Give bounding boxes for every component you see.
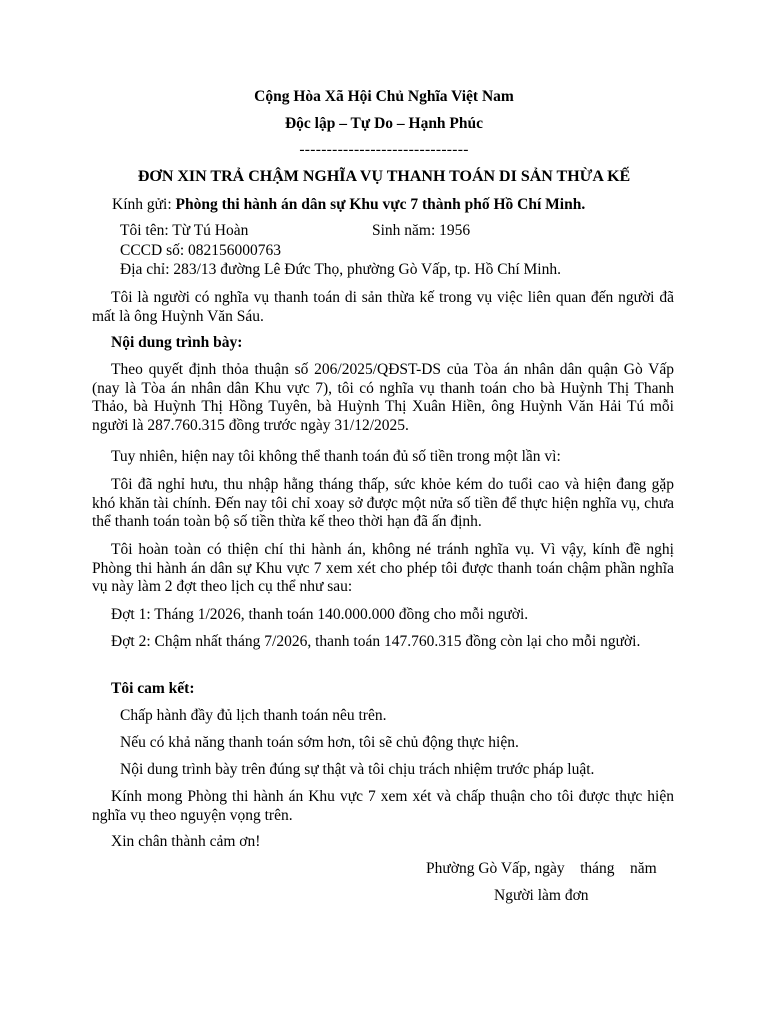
commitment-item: Nội dung trình bày trên đúng sự thật và tôi chịu trách nhiệm trước pháp luật. [120,761,595,778]
installment-2: Đợt 2: Chậm nhất tháng 7/2026, thanh toán 147.760.315 đồng còn lại cho mỗi người. [111,633,641,650]
request-paragraph: Kính mong Phòng thi hành án Khu vực 7 xem xét và chấp thuận cho tôi được thực hiện nghĩa vụ theo nguyện vọng trên. [92,788,674,824]
commitment-item: Nếu có khả năng thanh toán sớm hơn, tôi sẽ chủ động thực hiện. [120,734,519,751]
installment-1: Đợt 1: Tháng 1/2026, thanh toán 140.000.000 đồng cho mỗi người. [111,606,529,623]
document-title: ĐƠN XIN TRẢ CHẬM NGHĨA VỤ THANH TOÁN DI SẢN THỪA KẾ [137,168,631,185]
content-heading: Nội dung trình bày: [111,334,243,351]
applicant-name: Tôi tên: Từ Tú Hoàn [120,222,249,239]
applicant-id-card: CCCD số: 082156000763 [120,242,282,259]
paragraph-reason: Tôi đã nghỉ hưu, thu nhập hằng tháng thấp, sức khỏe kém do tuổi cao và hiện đang gặp khó khăn tài chính. Đến nay tôi chỉ xoay sở được một nửa số tiền để thực hiện nghĩa vụ, chưa thể thanh toán toàn bộ số tiền thừa kế theo thời hạn đã ấn định. [92,476,674,531]
intro-paragraph: Tôi là người có nghĩa vụ thanh toán di sản thừa kế trong vụ việc liên quan đến người đã mất là ông Huỳnh Văn Sáu. [92,289,674,325]
recipient-name: Phòng thi hành án dân sự Khu vực 7 thành phố Hồ Chí Minh. [175,196,586,213]
thanks-line: Xin chân thành cảm ơn! [111,833,261,850]
motto-header: Độc lập – Tự Do – Hạnh Phúc [284,115,484,132]
header-divider: ------------------------------- [299,141,469,158]
paragraph-decision: Theo quyết định thỏa thuận số 206/2025/QĐST-DS của Tòa án nhân dân quận Gò Vấp (nay là Tòa án nhân dân Khu vực 7), tôi có nghĩa vụ thanh toán cho bà Huỳnh Thị Thanh Thảo, bà Huỳnh Thị Hồng Tuyên, bà Huỳnh Thị Xuân Hiền, ông Huỳnh Văn Hải Tú mỗi người là 287.760.315 đồng trước ngày 31/12/2025. [92,361,674,434]
country-header: Cộng Hòa Xã Hội Chủ Nghĩa Việt Nam [254,88,514,105]
applicant-birth-year: Sinh năm: 1956 [372,222,471,239]
signature-signer: Người làm đơn [494,887,589,904]
paragraph-request-plan: Tôi hoàn toàn có thiện chí thi hành án, không né tránh nghĩa vụ. Vì vậy, kính đề nghị Phòng thi hành án dân sự Khu vực 7 xem xét cho phép tôi được thanh toán chậm phần nghĩa vụ này làm 2 đợt theo lịch cụ thể như sau: [92,541,674,596]
commitment-item: Chấp hành đầy đủ lịch thanh toán nêu trên. [120,707,387,724]
recipient-line [112,196,585,214]
paragraph-reason-intro: Tuy nhiên, hiện nay tôi không thể thanh toán đủ số tiền trong một lần vì: [111,448,561,465]
commit-heading: Tôi cam kết: [111,680,195,697]
applicant-address: Địa chỉ: 283/13 đường Lê Đức Thọ, phường Gò Vấp, tp. Hồ Chí Minh. [120,261,561,278]
recipient-label: Kính gửi: [112,196,176,213]
signature-place-date: Phường Gò Vấp, ngày tháng năm [426,860,657,877]
